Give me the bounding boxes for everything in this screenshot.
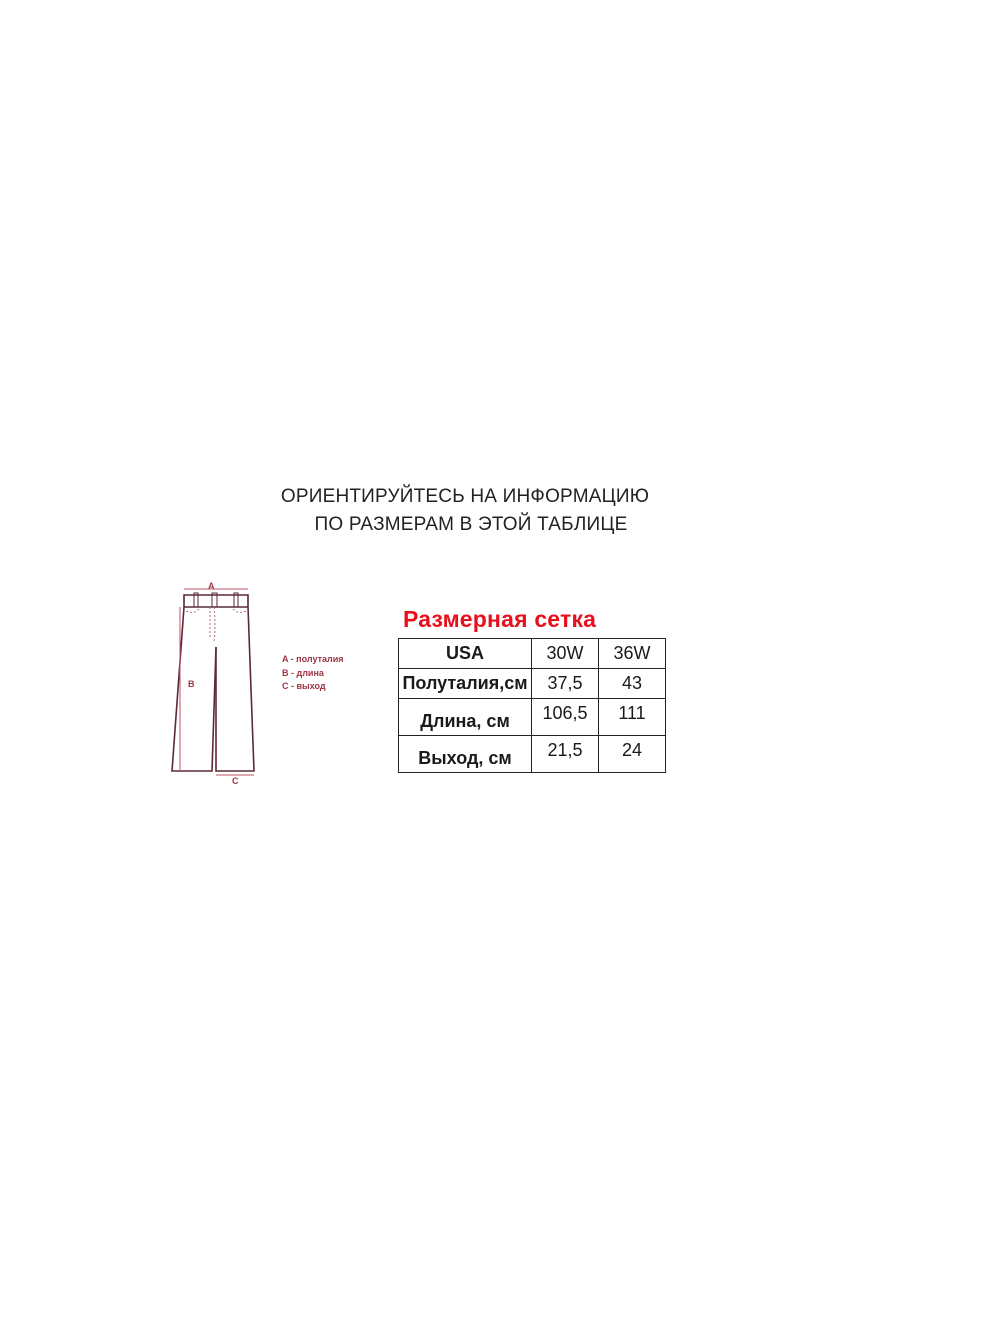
- table-row: [399, 736, 666, 773]
- diagram-label-b: B: [188, 679, 195, 689]
- table-cell: 111: [599, 699, 666, 736]
- table-row: [399, 699, 666, 736]
- measurement-legend: [282, 653, 344, 694]
- legend-item-b: B - длина: [282, 667, 324, 678]
- table-header-row: [399, 639, 666, 669]
- diagram-label-c: C: [232, 776, 239, 786]
- table-cell: 37,5: [532, 669, 599, 699]
- header-cell: 30W: [532, 639, 599, 669]
- header-cell: 36W: [599, 639, 666, 669]
- row-label: Длина, см: [399, 699, 532, 736]
- table-cell: 43: [599, 669, 666, 699]
- size-chart-title: Размерная сетка: [403, 606, 597, 632]
- table-cell: 21,5: [532, 736, 599, 773]
- heading-line-1: ОРИЕНТИРУЙТЕСЬ НА ИНФОРМАЦИЮ: [280, 486, 650, 507]
- legend-item-c: C - выход: [282, 681, 326, 691]
- table-cell: 24: [599, 736, 666, 773]
- legend-item-a: A - полуталия: [282, 654, 344, 664]
- row-label: Выход, см: [399, 736, 532, 773]
- diagram-label-a: A: [208, 581, 215, 591]
- heading-line-2: ПО РАЗМЕРАМ В ЭТОЙ ТАБЛИЦЕ: [314, 514, 628, 535]
- table-cell: 106,5: [532, 699, 599, 736]
- table-row: [399, 669, 666, 699]
- size-chart-table: [398, 638, 666, 773]
- header-cell: USA: [399, 639, 532, 669]
- row-label: Полуталия,см: [399, 669, 532, 699]
